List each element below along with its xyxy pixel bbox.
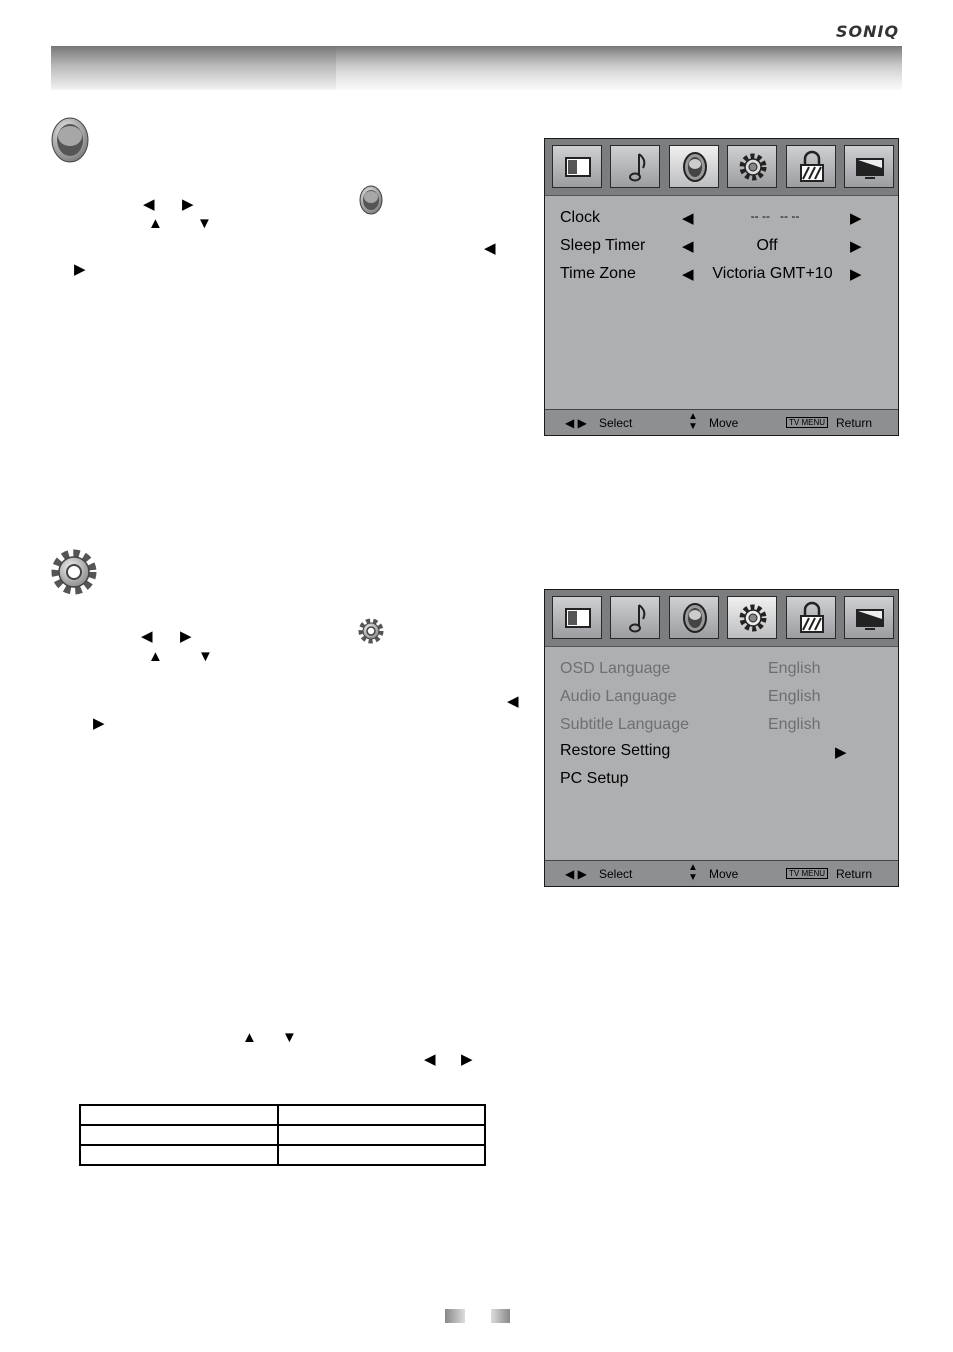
page-bar-right: [491, 1309, 510, 1323]
lock-icon: [787, 146, 837, 189]
brand-logo: SONIQ: [836, 22, 900, 41]
tab-sound[interactable]: [610, 145, 660, 188]
clock-value: -- -- -- --: [750, 209, 800, 223]
up-arrow-icon: ▲: [242, 1029, 257, 1046]
gear-icon: [728, 146, 778, 189]
right-arrow-icon[interactable]: ▶: [835, 744, 847, 761]
tab-channel[interactable]: [844, 145, 894, 188]
time-zone-value: Victoria GMT+10: [712, 265, 833, 282]
clock-icon: [359, 185, 383, 215]
audio-language-label: Audio Language: [560, 688, 677, 705]
left-arrow-icon: ◀: [424, 1051, 436, 1068]
gear-icon: [51, 546, 97, 598]
gear-icon: [357, 616, 385, 646]
move-arrows-icon: ▲ ▼: [688, 862, 698, 883]
subtitle-language-label: Subtitle Language: [560, 716, 689, 733]
page-bar-left: [445, 1309, 465, 1323]
menu-footer: [545, 409, 898, 435]
select-arrows-icon: ◀ ▶: [565, 867, 587, 881]
tab-channel[interactable]: [844, 596, 894, 639]
osd-language-label: OSD Language: [560, 660, 671, 677]
lock-icon: [787, 597, 837, 640]
left-arrow-icon[interactable]: ◀: [682, 266, 694, 283]
right-arrow-icon: ▶: [74, 261, 86, 278]
sleep-timer-label: Sleep Timer: [560, 237, 646, 254]
select-hint: Select: [599, 416, 633, 430]
clock-label: Clock: [560, 209, 601, 226]
picture-icon: [553, 597, 603, 640]
table-cell: [80, 1105, 278, 1125]
menu-tab-bar: [545, 139, 898, 196]
header-bar: [51, 46, 902, 90]
tab-picture[interactable]: [552, 596, 602, 639]
right-arrow-icon: ▶: [182, 196, 194, 213]
down-arrow-icon: ▼: [197, 215, 212, 232]
return-hint: Return: [836, 416, 873, 430]
menu-tab-bar: [545, 590, 898, 647]
pc-setup-label[interactable]: PC Setup: [560, 770, 629, 787]
left-arrow-icon: ◀: [143, 196, 155, 213]
picture-icon: [553, 146, 603, 189]
up-arrow-icon: ▲: [148, 648, 163, 665]
up-arrow-icon: ▲: [148, 215, 163, 232]
left-arrow-icon: ◀: [507, 693, 519, 710]
left-arrow-icon: ◀: [484, 240, 496, 257]
tab-setup[interactable]: [727, 145, 777, 188]
table-cell: [278, 1105, 485, 1125]
time-zone-label: Time Zone: [560, 265, 636, 282]
tv-screen-icon: [845, 146, 895, 189]
table-cell: [80, 1125, 278, 1145]
clock-icon: [51, 117, 89, 163]
table-cell: [278, 1145, 485, 1165]
table-row: [80, 1125, 485, 1145]
music-note-icon: [611, 146, 661, 189]
music-note-icon: [611, 597, 661, 640]
right-arrow-icon: ▶: [180, 628, 192, 645]
return-hint: Return: [836, 867, 873, 881]
settings-table: [79, 1104, 486, 1166]
tab-lock[interactable]: [786, 596, 836, 639]
left-arrow-icon[interactable]: ◀: [682, 210, 694, 227]
clock-icon: [670, 146, 720, 189]
setup-menu-screen: [544, 589, 899, 887]
table-cell: [80, 1145, 278, 1165]
tv-menu-key: TV MENU: [786, 417, 828, 428]
move-hint: Move: [709, 416, 739, 430]
menu-footer: [545, 860, 898, 886]
tab-setup[interactable]: [727, 596, 777, 639]
tab-time[interactable]: [669, 596, 719, 639]
gear-icon: [728, 597, 778, 640]
left-arrow-icon: ◀: [141, 628, 153, 645]
right-arrow-icon: ▶: [93, 715, 105, 732]
tv-menu-key: TV MENU: [786, 868, 828, 879]
right-arrow-icon: ▶: [461, 1051, 473, 1068]
right-arrow-icon[interactable]: ▶: [850, 266, 862, 283]
subtitle-language-value: English: [768, 716, 821, 733]
left-arrow-icon[interactable]: ◀: [682, 238, 694, 255]
select-hint: Select: [599, 867, 633, 881]
sleep-timer-value: Off: [756, 237, 778, 254]
table-row: [80, 1105, 485, 1125]
table-row: [80, 1145, 485, 1165]
clock-icon: [670, 597, 720, 640]
tv-screen-icon: [845, 597, 895, 640]
table-cell: [278, 1125, 485, 1145]
down-arrow-icon: ▼: [282, 1029, 297, 1046]
right-arrow-icon[interactable]: ▶: [850, 238, 862, 255]
down-arrow-icon: ▼: [198, 648, 213, 665]
tab-picture[interactable]: [552, 145, 602, 188]
audio-language-value: English: [768, 688, 821, 705]
select-arrows-icon: ◀ ▶: [565, 416, 587, 430]
move-hint: Move: [709, 867, 739, 881]
move-arrows-icon: ▲ ▼: [688, 411, 698, 432]
right-arrow-icon[interactable]: ▶: [850, 210, 862, 227]
restore-setting-label[interactable]: Restore Setting: [560, 742, 671, 759]
time-menu-screen: [544, 138, 899, 436]
tab-lock[interactable]: [786, 145, 836, 188]
tab-sound[interactable]: [610, 596, 660, 639]
osd-language-value: English: [768, 660, 821, 677]
tab-time[interactable]: [669, 145, 719, 188]
